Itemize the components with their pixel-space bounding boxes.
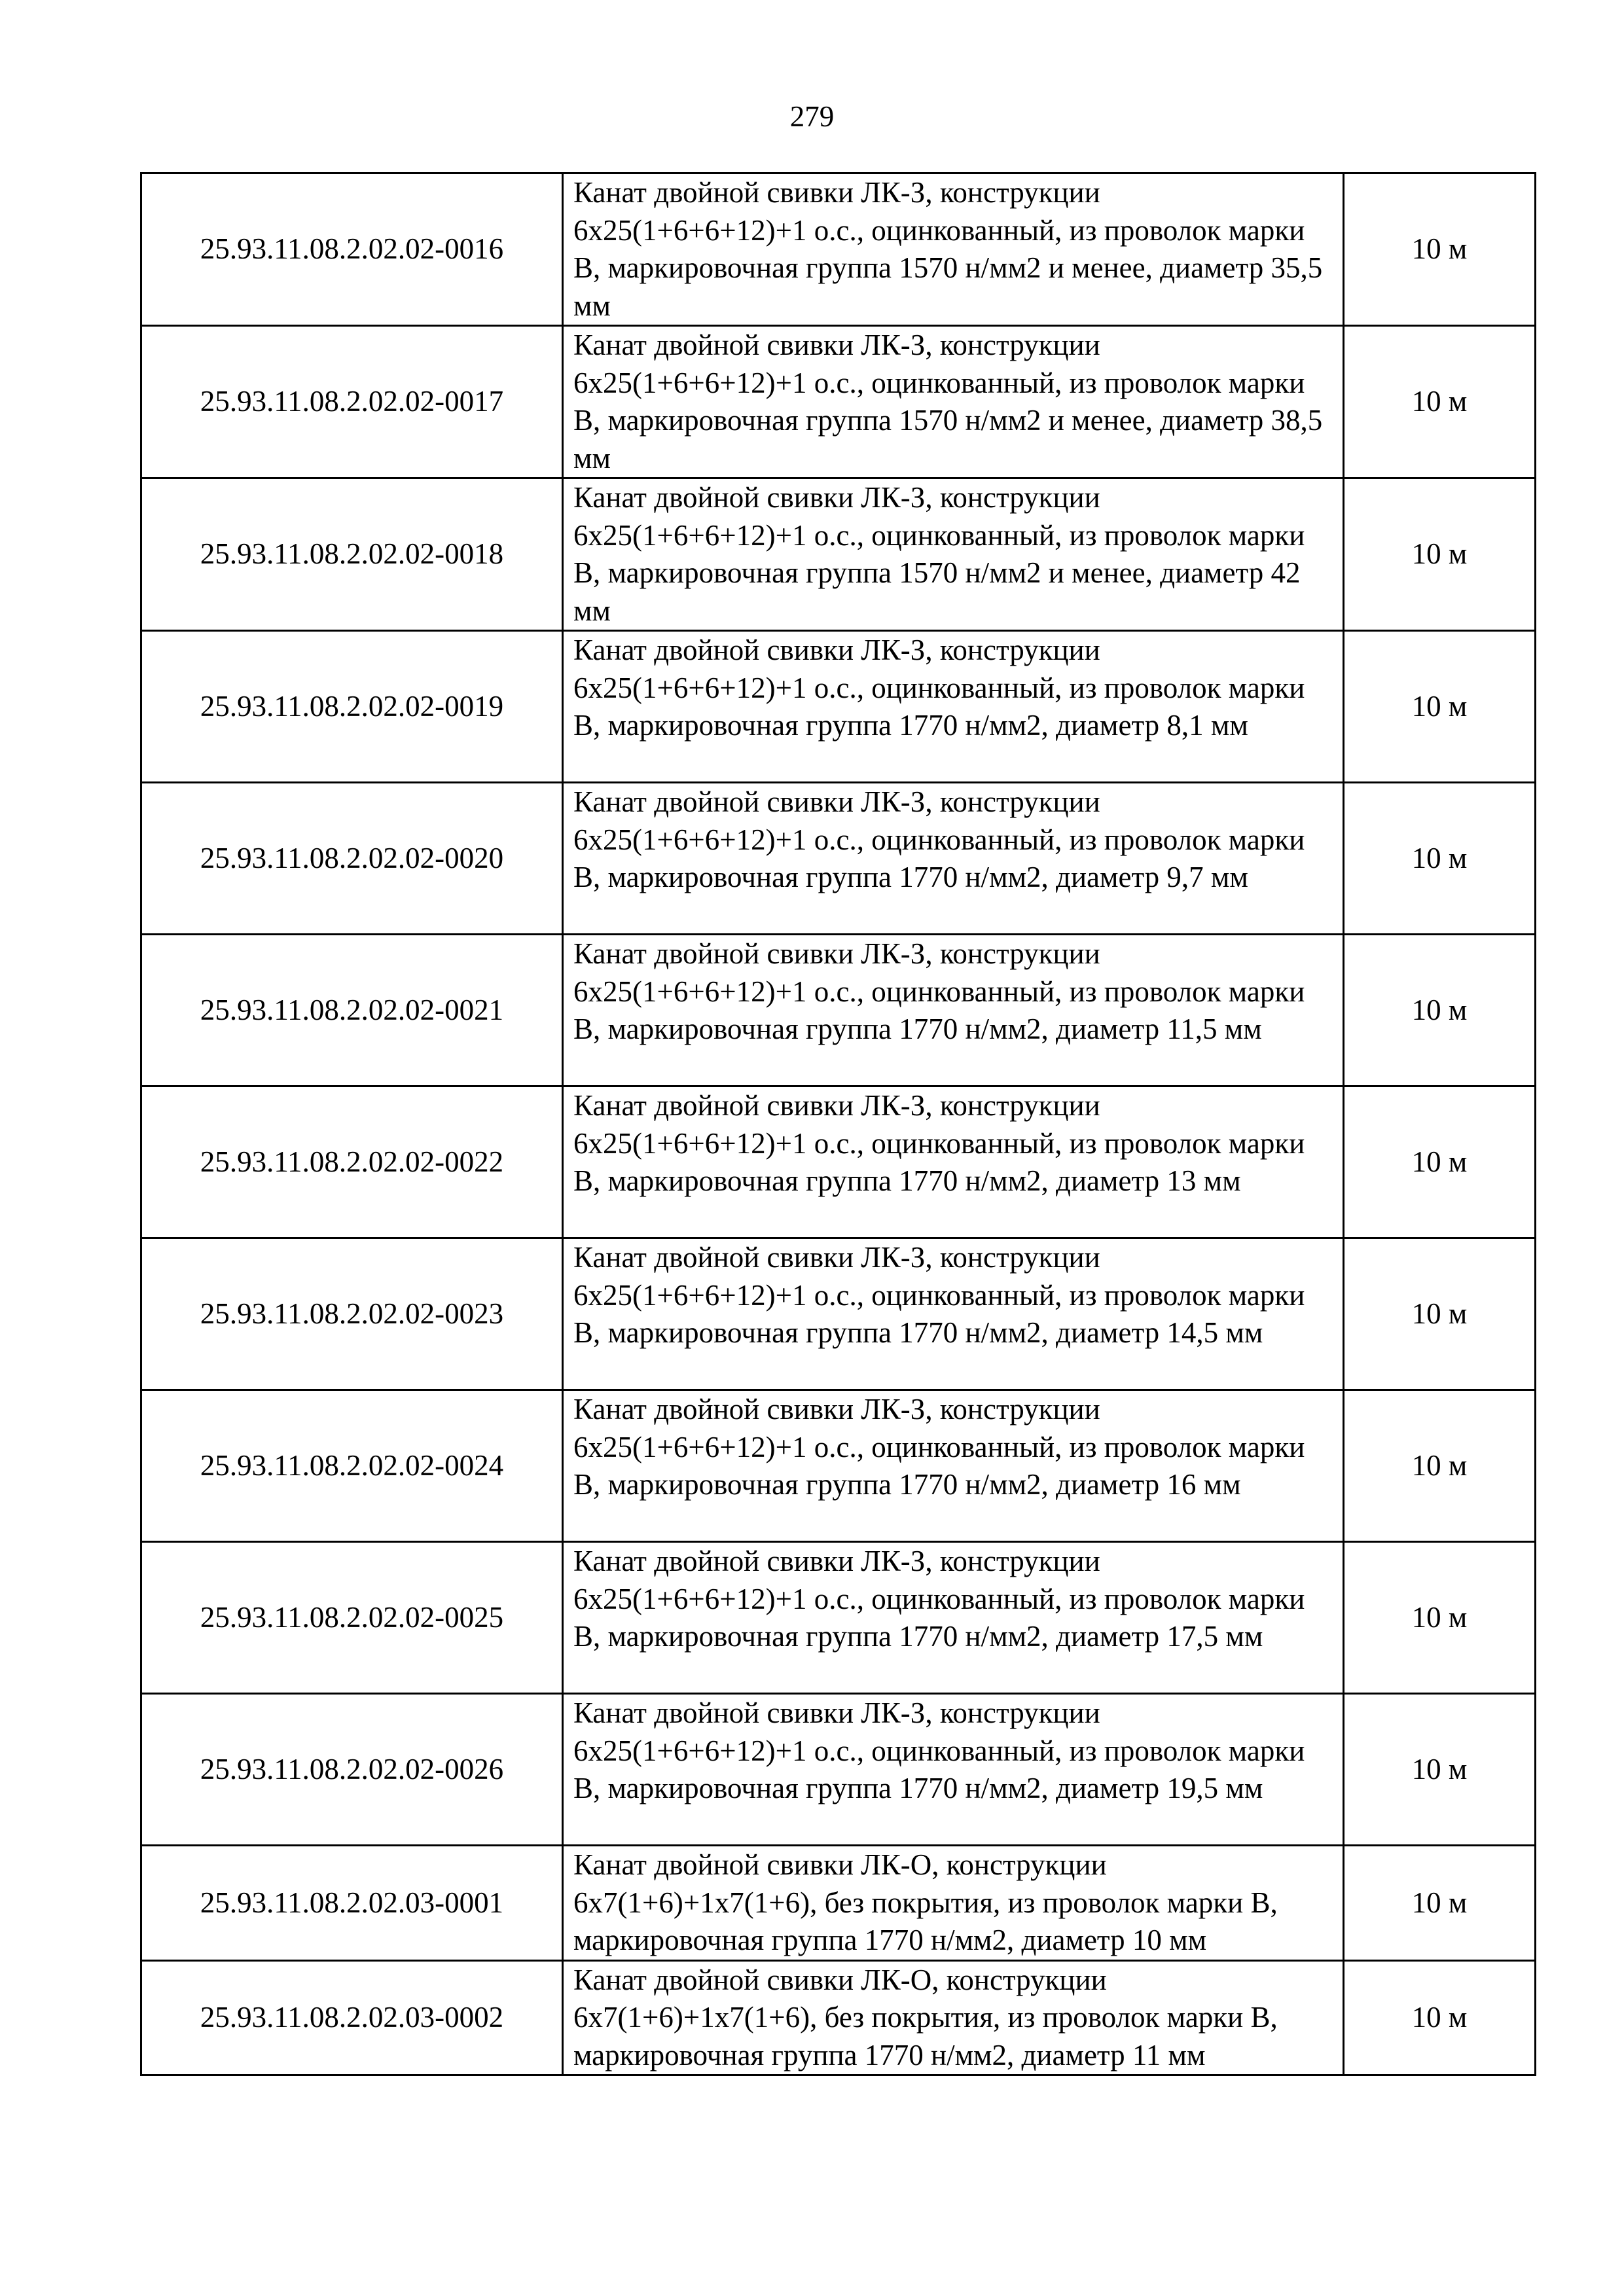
resource-code: 25.93.11.08.2.02.02-0021 [141, 935, 563, 1086]
resource-code: 25.93.11.08.2.02.02-0023 [141, 1238, 563, 1390]
resource-description: Канат двойной свивки ЛК-З, конструкции 6x25(1+6+6+12)+1 о.с., оцинкованный, из проволок марки В, маркировочная группа 1770 н/мм2, диаметр 17,5 мм [563, 1542, 1344, 1694]
resource-description: Канат двойной свивки ЛК-З, конструкции 6x25(1+6+6+12)+1 о.с., оцинкованный, из проволок марки В, маркировочная группа 1770 н/мм2, диаметр 13 мм [563, 1086, 1344, 1238]
table-row [141, 1960, 1536, 2075]
table-row [141, 1238, 1536, 1390]
resource-description: Канат двойной свивки ЛК-З, конструкции 6x25(1+6+6+12)+1 о.с., оцинкованный, из проволок марки В, маркировочная группа 1570 н/мм2 и менее, диаметр 38,5 мм [563, 326, 1344, 478]
table-row [141, 326, 1536, 478]
resource-unit: 10 м [1344, 783, 1536, 935]
resource-code: 25.93.11.08.2.02.02-0020 [141, 783, 563, 935]
table-row [141, 173, 1536, 326]
resource-unit: 10 м [1344, 326, 1536, 478]
resource-unit: 10 м [1344, 1694, 1536, 1846]
resource-description: Канат двойной свивки ЛК-О, конструкции 6x7(1+6)+1x7(1+6), без покрытия, из проволок марки В, маркировочная группа 1770 н/мм2, диаметр 10 мм [563, 1846, 1344, 1961]
resource-description: Канат двойной свивки ЛК-З, конструкции 6x25(1+6+6+12)+1 о.с., оцинкованный, из проволок марки В, маркировочная группа 1770 н/мм2, диаметр 11,5 мм [563, 935, 1344, 1086]
table-row [141, 1086, 1536, 1238]
table-row [141, 935, 1536, 1086]
resource-unit: 10 м [1344, 1542, 1536, 1694]
resource-unit: 10 м [1344, 1846, 1536, 1961]
resource-code: 25.93.11.08.2.02.02-0018 [141, 478, 563, 631]
resource-description: Канат двойной свивки ЛК-З, конструкции 6x25(1+6+6+12)+1 о.с., оцинкованный, из проволок марки В, маркировочная группа 1770 н/мм2, диаметр 8,1 мм [563, 631, 1344, 783]
resource-code: 25.93.11.08.2.02.02-0022 [141, 1086, 563, 1238]
resource-code: 25.93.11.08.2.02.02-0025 [141, 1542, 563, 1694]
resource-description: Канат двойной свивки ЛК-З, конструкции 6x25(1+6+6+12)+1 о.с., оцинкованный, из проволок марки В, маркировочная группа 1770 н/мм2, диаметр 14,5 мм [563, 1238, 1344, 1390]
resource-unit: 10 м [1344, 1960, 1536, 2075]
table-row [141, 1694, 1536, 1846]
table-row [141, 1542, 1536, 1694]
resource-unit: 10 м [1344, 1086, 1536, 1238]
resource-code: 25.93.11.08.2.02.02-0024 [141, 1390, 563, 1542]
resource-description: Канат двойной свивки ЛК-З, конструкции 6x25(1+6+6+12)+1 о.с., оцинкованный, из проволок марки В, маркировочная группа 1770 н/мм2, диаметр 9,7 мм [563, 783, 1344, 935]
resource-code: 25.93.11.08.2.02.03-0001 [141, 1846, 563, 1961]
resource-unit: 10 м [1344, 478, 1536, 631]
table-row [141, 478, 1536, 631]
resource-unit: 10 м [1344, 631, 1536, 783]
resource-code: 25.93.11.08.2.02.02-0016 [141, 173, 563, 326]
resource-unit: 10 м [1344, 935, 1536, 1086]
resource-description: Канат двойной свивки ЛК-З, конструкции 6x25(1+6+6+12)+1 о.с., оцинкованный, из проволок марки В, маркировочная группа 1770 н/мм2, диаметр 19,5 мм [563, 1694, 1344, 1846]
resource-description: Канат двойной свивки ЛК-З, конструкции 6x25(1+6+6+12)+1 о.с., оцинкованный, из проволок марки В, маркировочная группа 1770 н/мм2, диаметр 16 мм [563, 1390, 1344, 1542]
resource-unit: 10 м [1344, 173, 1536, 326]
resource-description: Канат двойной свивки ЛК-О, конструкции 6x7(1+6)+1x7(1+6), без покрытия, из проволок марки В, маркировочная группа 1770 н/мм2, диаметр 11 мм [563, 1960, 1344, 2075]
table-row [141, 631, 1536, 783]
resource-code: 25.93.11.08.2.02.02-0026 [141, 1694, 563, 1846]
resource-description: Канат двойной свивки ЛК-З, конструкции 6x25(1+6+6+12)+1 о.с., оцинкованный, из проволок марки В, маркировочная группа 1570 н/мм2 и менее, диаметр 35,5 мм [563, 173, 1344, 326]
resource-table [140, 172, 1536, 2076]
table-row [141, 1846, 1536, 1961]
resource-description: Канат двойной свивки ЛК-З, конструкции 6x25(1+6+6+12)+1 о.с., оцинкованный, из проволок марки В, маркировочная группа 1570 н/мм2 и менее, диаметр 42 мм [563, 478, 1344, 631]
resource-code: 25.93.11.08.2.02.03-0002 [141, 1960, 563, 2075]
page-number: 279 [789, 100, 835, 133]
table-row [141, 1390, 1536, 1542]
resource-code: 25.93.11.08.2.02.02-0019 [141, 631, 563, 783]
resource-unit: 10 м [1344, 1238, 1536, 1390]
resource-code: 25.93.11.08.2.02.02-0017 [141, 326, 563, 478]
table-row [141, 783, 1536, 935]
resource-unit: 10 м [1344, 1390, 1536, 1542]
